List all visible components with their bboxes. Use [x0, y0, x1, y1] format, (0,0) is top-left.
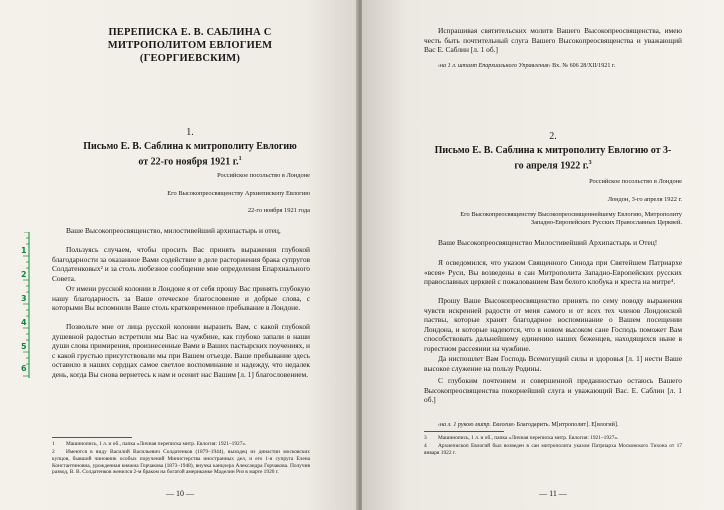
ruler-label: 3	[21, 294, 27, 303]
paragraph: Пользуясь случаем, чтобы просить Вас принять выражения глубокой благодарности за оказанное Вами содействие в деле расторжения брака супругов Солдатенковых² и за столь любезное сообщение мне определения Епархиального Совета.	[52, 245, 310, 283]
section-number: 1.	[186, 127, 194, 138]
right-page	[362, 0, 724, 510]
section-number: 2.	[549, 131, 557, 142]
page-number: — 10 —	[166, 489, 194, 498]
paragraph: Я осведомился, что указом Священного Синода при Святейшем Патриархе «всея» Руси, Вы возведены в сан Митрополита Западно-Европейских русских православных церквей с пожалованием Вам белого клобука и креста на митре⁴.	[424, 258, 682, 287]
footnote: 2 Имеются в виду Василий Васильевич Солдатенков (1879–1944), выходец из династии московских купцов, бывший чиновник особых поручений Министерства иностранных дел, и его 1-я супруга Елена Константиновна, урожденная княжна Горчакова (1873–1948), внучка канцлера Александра Горчакова. Получив развод, В. В. Солдатенков женился 2-м браком на богатой американке Маделин Риз в марте 1920 г.	[52, 449, 310, 476]
salutation: Ваше Высокопреосвященство, милостивейший архипастырь и отец,	[66, 226, 281, 235]
paragraph: С глубоким почтением и совершенной преданностью остаюсь Вашего Высокопреосвященства покорнейший слуга и уважающий Вас. Е. Саблин [л. 1 об.]	[424, 376, 682, 405]
archive-note: ‹на 1 л. штамп Епархиального Управления› Вх. № 606 28/XII/1921 г.	[438, 63, 616, 69]
footnote: 3 Машинопись, 1 л. и об., папка «Личная переписка митр. Евлогия: 1921–1927».	[424, 435, 619, 441]
page-title: ПЕРЕПИСКА Е. В. САБЛИНА С МИТРОПОЛИТОМ ЕВЛОГИЕМ (ГЕОРГИЕВСКИМ)	[107, 27, 273, 64]
paragraph: От имени русской колонии в Лондоне я от себя прошу Вас принять глубокую нашу благодарность за Ваше отеческое благословение и добрые слова, с которыми Вы вспомнили Ваше столь кратковременное пребывание в Лондоне.	[52, 284, 310, 313]
ruler-label: 4	[21, 318, 27, 327]
date-line: Лондон, 3-го апреля 1922 г.	[607, 196, 682, 203]
scan-ruler	[20, 232, 30, 378]
footnote: 4 Архиепископ Евлогий был возведен в сан митрополита указом Патриарха Московского Тихона от 17 января 1922 г.	[424, 443, 682, 456]
ruler-label: 1	[21, 246, 27, 255]
paragraph: Позвольте мне от лица русской колонии выразить Вам, с какой глубокой душевной радостью встретили мы Вас на чужбине, как глубоко запали в наши души слова примирения, произнесенные Вами в Ваших пастырских поучениях, и с какой грустью присутствовали мы при Вашем отъезде. Ваше пребывание здесь оставило в наших сердцах самое светлое воспоминание и надежду, что недалек день, когда Вы снова вернетесь к нам и осенит нас Вашим [л. 1] благословением.	[52, 322, 310, 379]
embassy-line: Российское посольство в Лондоне	[589, 178, 682, 185]
left-page	[0, 0, 358, 510]
footnote-rule	[52, 437, 132, 438]
footnote: 1 Машинопись, 1 л. и об., папка «Личная переписка митр. Евлогия: 1921–1927».	[52, 441, 247, 447]
section-heading: Письмо Е. В. Саблина к митрополиту Евлогию от 3-го апреля 1922 г.$^3$	[434, 145, 672, 172]
salutation: Ваше Высокопреосвященство Милостивейший Архипастырь и Отец!	[438, 238, 658, 247]
addressee-line: Его Высокопреосвященству Высокопреосвященнейшему Евлогию, Митрополиту Западно-Европейских Русских Православных Церквей.	[460, 211, 682, 227]
paragraph: Прошу Ваше Высокопреосвященство принять по сему поводу выражения чувств искренней радости от меня самого и от всех тех членов Лондонской паствы, которые хранят благодарное воспоминание о Вашем посещении Лондона, и которые надеются, что в новом высоком сане Господь поможет Вам способствовать дальнейшему единению наших беженцев, находящихся ныне в горестном рассеянии на чужбине.	[424, 296, 682, 353]
ruler-label: 5	[21, 342, 27, 351]
continued-paragraph: Испрашивая святительских молитв Вашего Высокопреосвященства, имею честь быть почтительный слуга Вашего Высокопреосвященства и уважающий Вас Е. Саблин [л. 1 об.]	[424, 26, 682, 55]
footnote-rule	[424, 431, 504, 432]
paragraph: Да ниспошлет Вам Господь Всемогущий силы и здоровья [л. 1] нести Ваше высокое служение на пользу Родины.	[424, 354, 682, 373]
date-line: 22-го ноября 1921 года	[247, 207, 310, 214]
handwritten-note: ‹на л. 1 рукою митр. Евлогия› Благодарить. М[итрополит]. Е[влогий].	[438, 422, 619, 428]
section-heading: Письмо Е. В. Саблина к митрополиту Евлогию от 22-го ноября 1921 г.$^1$	[83, 141, 297, 168]
ruler-label: 2	[21, 270, 27, 279]
ruler-label: 6	[21, 364, 27, 373]
embassy-line: Российское посольство в Лондоне	[217, 172, 310, 179]
addressee-line: Его Высокопреосвященству Архиепископу Евлогию	[167, 190, 310, 197]
page-number: — 11 —	[539, 489, 567, 498]
